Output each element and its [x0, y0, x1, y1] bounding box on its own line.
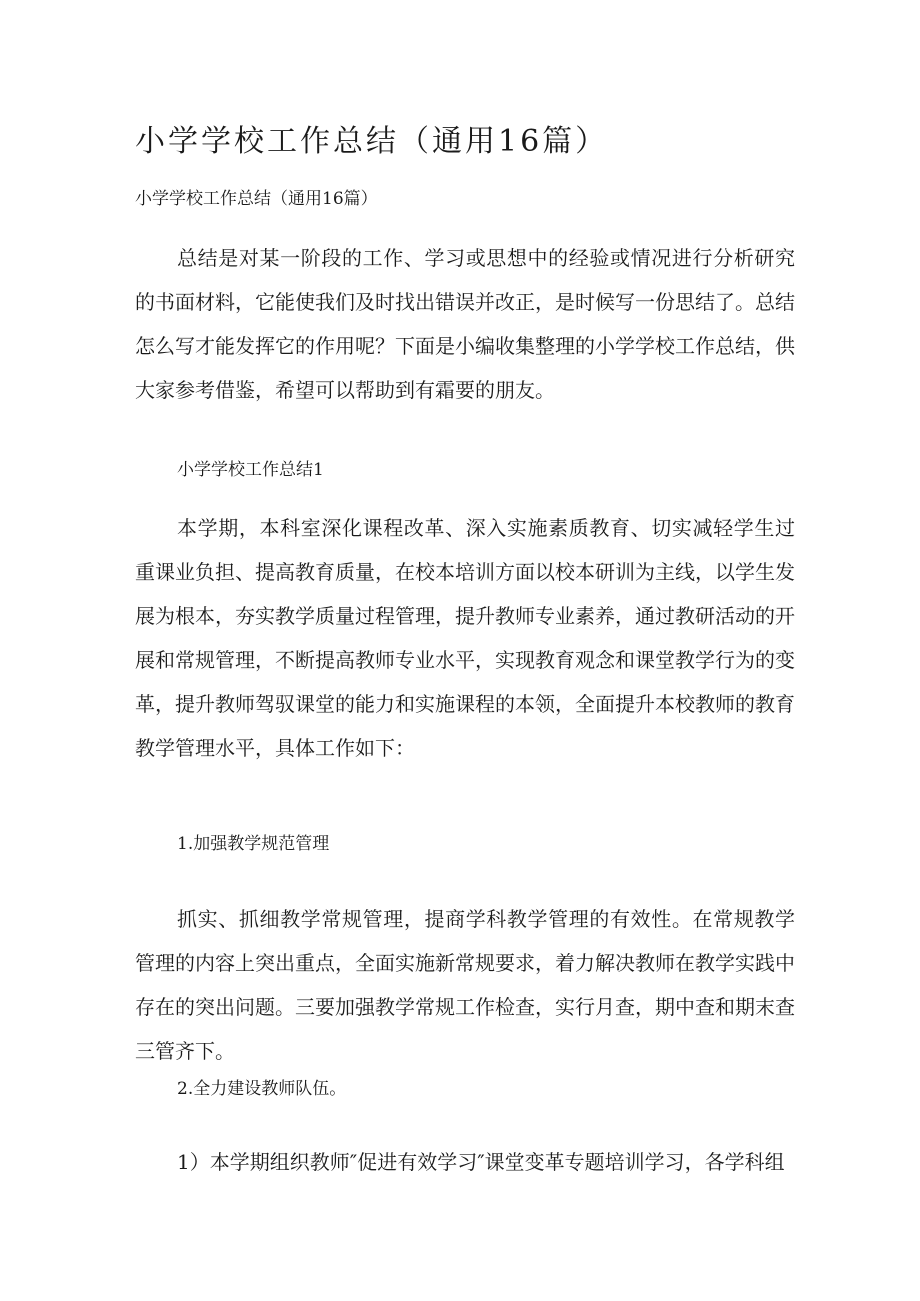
intro-paragraph: 总结是对某一阶段的工作、学习或思想中的经验或情况进行分析研究的书面材料，它能使我们及时找出错误并改正，是时候写一份思结了。总结怎么写才能发挥它的作用呢？下面是小编收集整理的小学学校工作总结，供大家参考借鉴，希望可以帮助到有霜要的朋友。 [135, 246, 795, 402]
document-subtitle: 小学学校工作总结（通用16篇） [135, 189, 378, 209]
body-paragraph-1: 本学期，本科室深化课程改革、深入实施素质教育、切实减轻学生过重课业负担、提高教育质量，在校本培训方面以校本研训为主线，以学生发展为根本，夯实教学质量过程管理，提升教师专业素养，通过教研活动的开展和常规管理，不断提高教师专业水平，实现教育观念和课堂教学行为的变革，提升教师驾驭课堂的能力和实施课程的本领，全面提升本校教师的教育教学管理水平，具体工作如下： [135, 516, 795, 760]
document-title: 小学学校工作总结（通用16篇） [135, 124, 609, 159]
item-heading-1: 1.加强教学规范管理 [177, 834, 330, 854]
item-heading-2: 2.全力建设教师队伍。 [177, 1079, 347, 1099]
section-heading: 小学学校工作总结1 [177, 460, 324, 480]
body-paragraph-2: 抓实、抓细教学常规管理，提商学科教学管理的有效性。在常规教学管理的内容上突出重点，全面实施新常规要求，着力解决教师在教学实践中存在的突出问题。三要加强教学常规工作检查，实行月查，期中查和期末查三管齐下。 [135, 907, 795, 1063]
body-paragraph-3: 1）本学期组织教师″促进有效学习″课堂变革专题培训学习，各学科组 [177, 1150, 785, 1174]
